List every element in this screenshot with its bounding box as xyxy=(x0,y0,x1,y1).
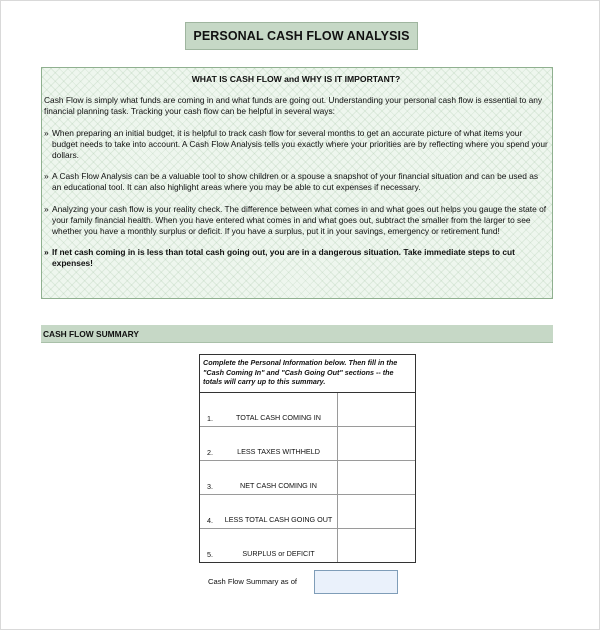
net-cash-in-value[interactable] xyxy=(337,461,415,494)
total-cash-in-value[interactable] xyxy=(337,393,415,426)
intro-bullet-text: Analyzing your cash flow is your reality check. The difference between what comes in and what goes out helps you gauge the state of your family financial health. When you have entered what comes in and what goes out, subtract the smaller from the larger to see whether you have a monthly surplus or deficit. If you have a surplus, put it in your savings, emergency or retirement fund! xyxy=(52,203,547,237)
row-number: 3. xyxy=(207,482,213,491)
intro-paragraph: Cash Flow is simply what funds are coming in and what funds are going out. Understanding your personal cash flow is essential to any financial planning task. Tracking your cash flow can be helpful in several ways: xyxy=(44,95,543,117)
summary-row xyxy=(200,427,415,461)
intro-panel xyxy=(41,67,553,299)
intro-bullet xyxy=(44,204,548,238)
summary-row xyxy=(200,393,415,427)
summary-row xyxy=(200,461,415,495)
total-cash-out-value[interactable] xyxy=(337,495,415,528)
intro-warning-text: If net cash coming in is less than total cash going out, you are in a dangerous situation. Take immediate steps to cut expenses! xyxy=(52,247,515,269)
bullet-mark: » xyxy=(44,203,49,214)
row-number: 1. xyxy=(207,414,213,423)
summary-row xyxy=(200,529,415,562)
row-label: TOTAL CASH COMING IN xyxy=(236,413,321,422)
summary-table xyxy=(199,354,416,563)
summary-row xyxy=(200,495,415,529)
intro-heading: WHAT IS CASH FLOW and WHY IS IT IMPORTANT? xyxy=(191,74,401,84)
intro-bullet xyxy=(44,171,548,193)
row-number: 5. xyxy=(207,550,213,559)
bullet-mark: » xyxy=(44,247,49,258)
intro-bullet-text: A Cash Flow Analysis can be a valuable tool to show children or a spouse a snapshot of your financial situation and can be used as an educational tool. It can also highlight areas where you may be able to cut expenses if necessary. xyxy=(52,171,539,193)
bullet-mark: » xyxy=(44,127,49,138)
row-label: SURPLUS or DEFICIT xyxy=(242,549,315,558)
row-number: 2. xyxy=(207,448,213,457)
intro-warning-bullet xyxy=(44,247,548,269)
row-label: LESS TAXES WITHHELD xyxy=(237,447,320,456)
row-label: LESS TOTAL CASH GOING OUT xyxy=(224,515,333,524)
surplus-deficit-value[interactable] xyxy=(337,529,415,562)
as-of-date-input[interactable] xyxy=(314,570,398,594)
intro-bullet xyxy=(44,128,548,162)
summary-section-header: CASH FLOW SUMMARY xyxy=(41,325,553,343)
summary-instructions: Complete the Personal Information below. Then fill in the "Cash Coming In" and "Cash Going Out" sections -- the totals will carry up to this summary. xyxy=(200,355,415,393)
as-of-label: Cash Flow Summary as of xyxy=(208,577,298,586)
page-title: PERSONAL CASH FLOW ANALYSIS xyxy=(185,22,418,50)
taxes-withheld-value[interactable] xyxy=(337,427,415,460)
row-label: NET CASH COMING IN xyxy=(240,481,317,490)
intro-bullet-text: When preparing an initial budget, it is helpful to track cash flow for several months to get an accurate picture of what items your budget needs to take into account. A Cash Flow Analysis tells you exactly where your priorities are by reflecting where you spend your dollars. xyxy=(52,127,548,161)
bullet-mark: » xyxy=(44,171,49,182)
row-number: 4. xyxy=(207,516,213,525)
